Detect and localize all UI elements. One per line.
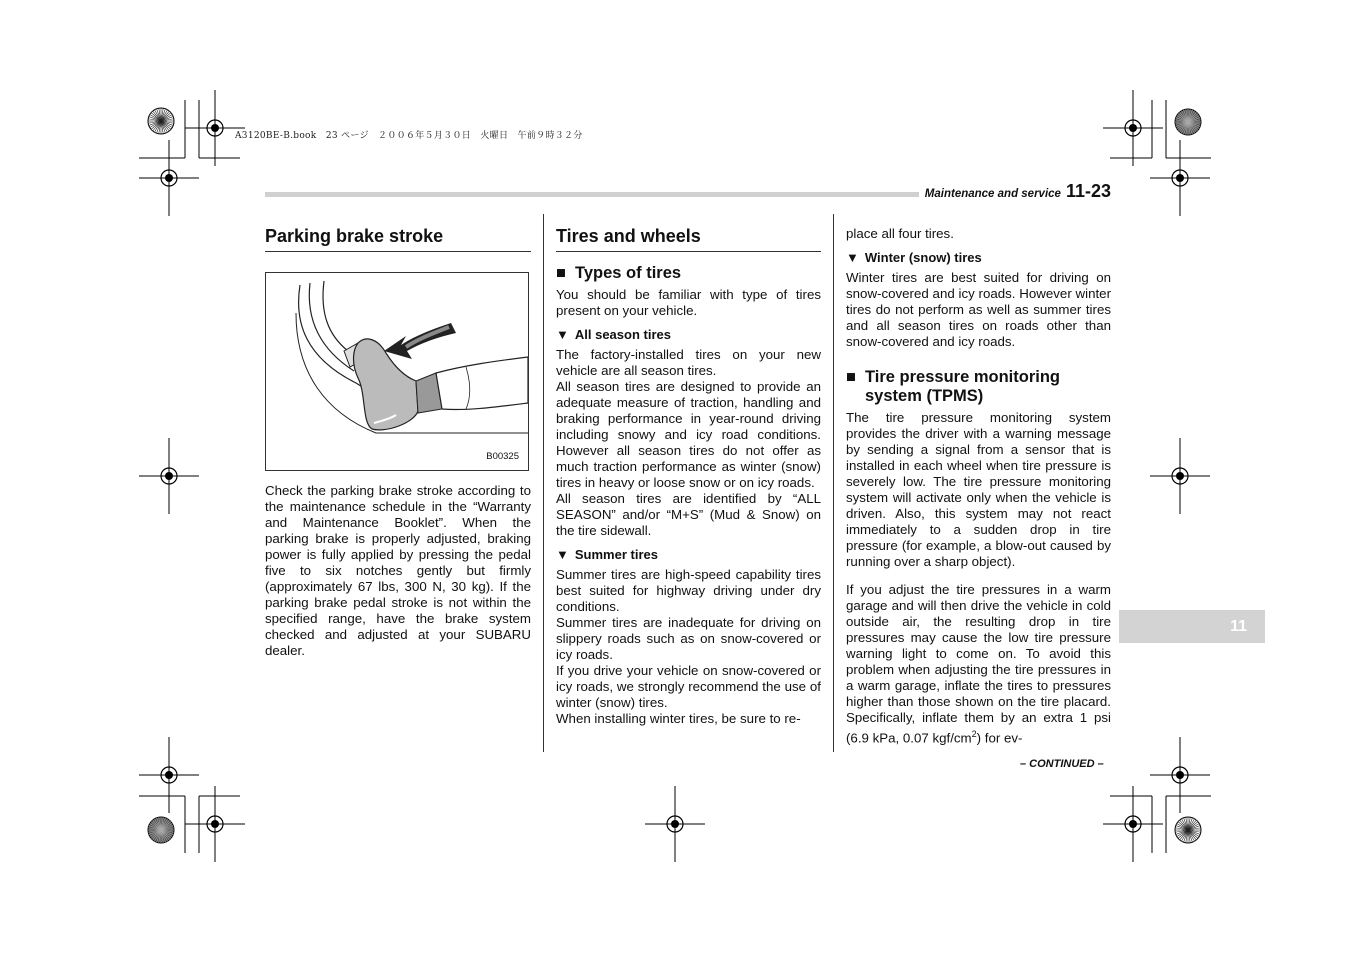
foot-pressing-pedal-illustration bbox=[266, 273, 528, 470]
tpms-text: If you adjust the tire pressures in a warm garage and will then drive the vehicle in cold outside air, the resulting drop in tire pressures may cause the low tire pressure warning light to come on. To avoid this problem when adjusting the tire pressures in a warm garage, inflate the tires to pressures higher than those shown on the tire placard. Specifically, inflate them by an extra 1 psi (6.9 kPa, 0.07 kgf/cm bbox=[846, 582, 1111, 746]
heading-text: All season tires bbox=[574, 326, 671, 342]
heading-summer-tires bbox=[556, 547, 821, 563]
tpms-paragraph: The tire pressure monitoring system provides the driver with a warning message by sending a signal from a sensor that is installed in each wheel when tire pressure is severely low. The tire pressure monitoring system will activate only when the vehicle is driven. Also, this system may not react immediately to a sudden drop in tire pressure (for example, a blow-out caused by running over a sharp object). bbox=[846, 410, 1111, 569]
summer-paragraph: If you drive your vehicle on snow-covered or icy roads, we strongly recommend the use of winter (snow) tires. bbox=[556, 662, 821, 710]
crop-mark bbox=[199, 100, 240, 158]
all-season-paragraph: The factory-installed tires on your new vehicle are all season tires. bbox=[556, 346, 821, 378]
superscript: 2 bbox=[971, 729, 977, 739]
triangle-bullet: ▼ bbox=[556, 326, 569, 342]
all-season-paragraph: All season tires are identified by “ALL SEASON” and/or “M+S” (Mud & Snow) on the tire sidewall. bbox=[556, 490, 821, 538]
triangle-bullet: ▼ bbox=[846, 250, 859, 265]
heading-text: Winter (snow) tires bbox=[864, 250, 982, 265]
square-bullet: ■ bbox=[846, 368, 856, 386]
parking-brake-paragraph: Check the parking brake stroke according to the maintenance schedule in the “Warranty and Maintenance Booklet”. When the parking brake is properly adjusted, braking power is fully applied by pressing the pedal five to six notches gently but firmly (approximately 67 lbs, 300 N, 30 kg). If the parking brake pedal stroke is not within the specified range, have the brake system checked and adjusted at your SUBARU dealer. bbox=[265, 482, 531, 658]
heading-all-season-tires bbox=[556, 327, 821, 343]
tpms-text-end: ) for ev- bbox=[976, 730, 1023, 746]
crosshair-mark bbox=[185, 786, 245, 862]
heading-text: Types of tires bbox=[575, 263, 682, 282]
types-intro-paragraph: You should be familiar with type of tires present on your vehicle. bbox=[556, 286, 821, 318]
column-divider bbox=[833, 214, 834, 752]
summer-paragraph: Summer tires are inadequate for driving on slippery roads such as on snow-covered or icy roads. bbox=[556, 614, 821, 662]
parking-brake-illustration bbox=[265, 272, 529, 471]
print-header: A3120BE-B.book 23 ページ ２００６年５月３０日 火曜日 午前９時３２分 bbox=[235, 131, 583, 141]
continued-label: – CONTINUED – bbox=[1020, 758, 1104, 770]
winter-paragraph: Winter tires are best suited for driving on snow-covered and icy roads. However winter tires do not perform as well as summer tires and all season tires on roads other than snow-covered and icy roads. bbox=[846, 270, 1111, 349]
crosshair-mark bbox=[139, 140, 199, 216]
heading-winter-tires bbox=[846, 250, 1111, 266]
heading-parking-brake-stroke: Parking brake stroke bbox=[265, 226, 531, 252]
color-rosette-mark bbox=[148, 817, 174, 843]
summer-paragraph: Summer tires are high-speed capability tires best suited for highway driving under dry conditions. bbox=[556, 566, 821, 614]
all-season-paragraph: All season tires are designed to provide an adequate measure of traction, handling and braking performance in year-round driving including snowy and icy road conditions. However all season tires do not offer as much traction performance as winter (snow) tires in heavy or loose snow or on icy roads. bbox=[556, 378, 821, 490]
crosshair-mark bbox=[1103, 90, 1163, 166]
crosshair-mark bbox=[1150, 737, 1210, 813]
heading-text: Tire pressure monitoring system (TPMS) bbox=[865, 368, 1060, 405]
triangle-bullet: ▼ bbox=[556, 546, 569, 562]
column-divider bbox=[543, 214, 544, 752]
crosshair-mark bbox=[645, 786, 705, 862]
chapter-tab: 11 bbox=[1119, 610, 1265, 643]
page-header bbox=[919, 181, 1111, 202]
column-parking-brake bbox=[265, 226, 531, 659]
summer-paragraph: When installing winter tires, be sure to re- bbox=[556, 710, 801, 726]
color-rosette-mark bbox=[1175, 817, 1201, 843]
square-bullet: ■ bbox=[556, 263, 566, 282]
color-rosette-mark bbox=[148, 108, 174, 134]
color-rosette-mark bbox=[1175, 109, 1201, 135]
tpms-paragraph bbox=[846, 582, 1111, 746]
column-winter-and-tpms bbox=[846, 226, 1111, 746]
figure-code: B00325 bbox=[486, 450, 519, 462]
crosshair-mark bbox=[139, 438, 199, 514]
heading-types-of-tires bbox=[556, 264, 821, 283]
heading-text: Summer tires bbox=[574, 546, 658, 562]
crosshair-mark bbox=[1103, 786, 1163, 862]
heading-tpms bbox=[846, 368, 1111, 406]
section-title: Maintenance and service bbox=[924, 188, 1061, 200]
page-number: 11-23 bbox=[1065, 181, 1111, 201]
column-tires-and-wheels bbox=[556, 226, 821, 727]
crosshair-mark bbox=[139, 737, 199, 813]
crosshair-mark bbox=[1150, 438, 1210, 514]
heading-tires-and-wheels: Tires and wheels bbox=[556, 226, 821, 252]
crosshair-mark bbox=[1150, 140, 1210, 216]
continuation-text: place all four tires. bbox=[846, 226, 954, 241]
